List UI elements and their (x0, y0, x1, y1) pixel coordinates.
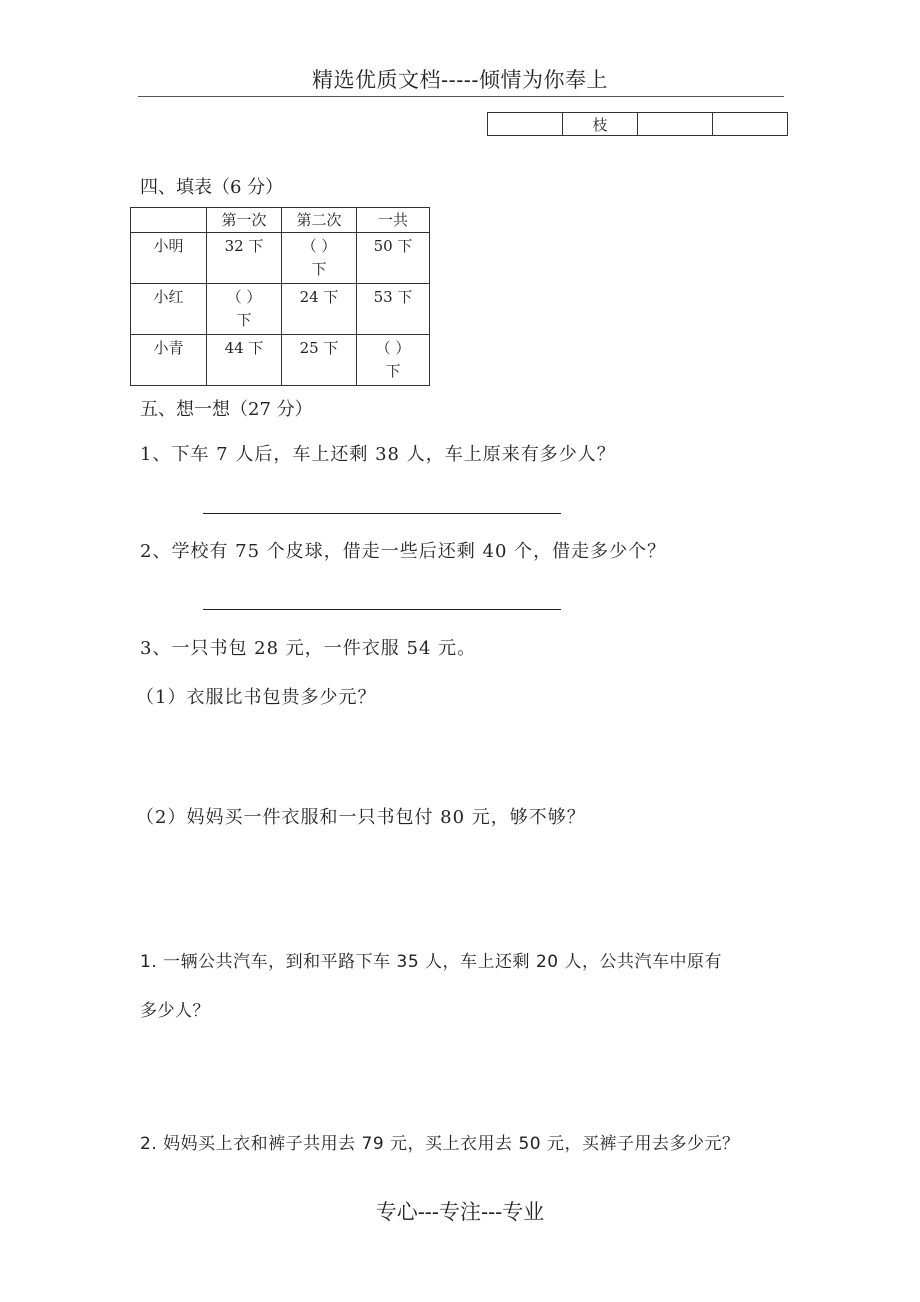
answer-line (203, 609, 561, 610)
extra-problem-2: 2. 妈妈买上衣和裤子共用去 79 元，买上衣用去 50 元，买裤子用去多少元？ (140, 1134, 740, 1154)
row-value: 25 下 (282, 335, 357, 386)
row-name: 小明 (131, 233, 207, 284)
table-header (131, 208, 207, 233)
section5-title: 五、想一想（27 分） (140, 399, 313, 420)
question-2: 2、学校有 75 个皮球，借走一些后还剩 40 个，借走多少个？ (140, 541, 667, 562)
table-header: 第二次 (282, 208, 357, 233)
top-partial-table (487, 112, 788, 136)
page-header: 精选优质文档-----倾情为你奉上 (312, 68, 608, 92)
question-1: 1、下车 7 人后，车上还剩 38 人，车上原来有多少人？ (140, 444, 616, 465)
row-blank (282, 233, 357, 284)
row-value: 32 下 (207, 233, 282, 284)
blank-unit: 下 (236, 311, 252, 329)
table-row (131, 284, 430, 335)
table-header: 一共 (357, 208, 430, 233)
top-table-cell: 枝 (563, 113, 638, 136)
question-3: 3、一只书包 28 元，一件衣服 54 元。 (140, 638, 477, 659)
answer-line (203, 513, 561, 514)
top-table-cell (713, 113, 788, 136)
row-blank (207, 284, 282, 335)
blank-unit: 下 (385, 362, 401, 380)
fill-table (130, 207, 430, 386)
row-value: 53 下 (357, 284, 430, 335)
table-header: 第一次 (207, 208, 282, 233)
blank-parens: （ ） (226, 288, 262, 306)
extra-problem-1-line2: 多少人？ (140, 1001, 210, 1021)
header-divider (138, 96, 784, 97)
row-value: 50 下 (357, 233, 430, 284)
row-name: 小青 (131, 335, 207, 386)
extra-problem-1-line1: 1. 一辆公共汽车，到和平路下车 35 人，车上还剩 20 人，公共汽车中原有 (140, 952, 723, 972)
question-3-1: （1）衣服比书包贵多少元？ (136, 687, 377, 708)
question-3-2: （2）妈妈买一件衣服和一只书包付 80 元，够不够？ (136, 807, 586, 828)
top-table-cell (488, 113, 563, 136)
row-name: 小红 (131, 284, 207, 335)
table-row (131, 233, 430, 284)
row-value: 44 下 (207, 335, 282, 386)
blank-parens: （ ） (301, 237, 337, 255)
row-blank (357, 335, 430, 386)
table-row (131, 335, 430, 386)
blank-parens: （ ） (375, 339, 411, 357)
section4-title: 四、填表（6 分） (140, 177, 284, 198)
blank-unit: 下 (311, 260, 327, 278)
page-footer: 专心---专注---专业 (375, 1200, 545, 1224)
top-table-cell (638, 113, 713, 136)
row-value: 24 下 (282, 284, 357, 335)
